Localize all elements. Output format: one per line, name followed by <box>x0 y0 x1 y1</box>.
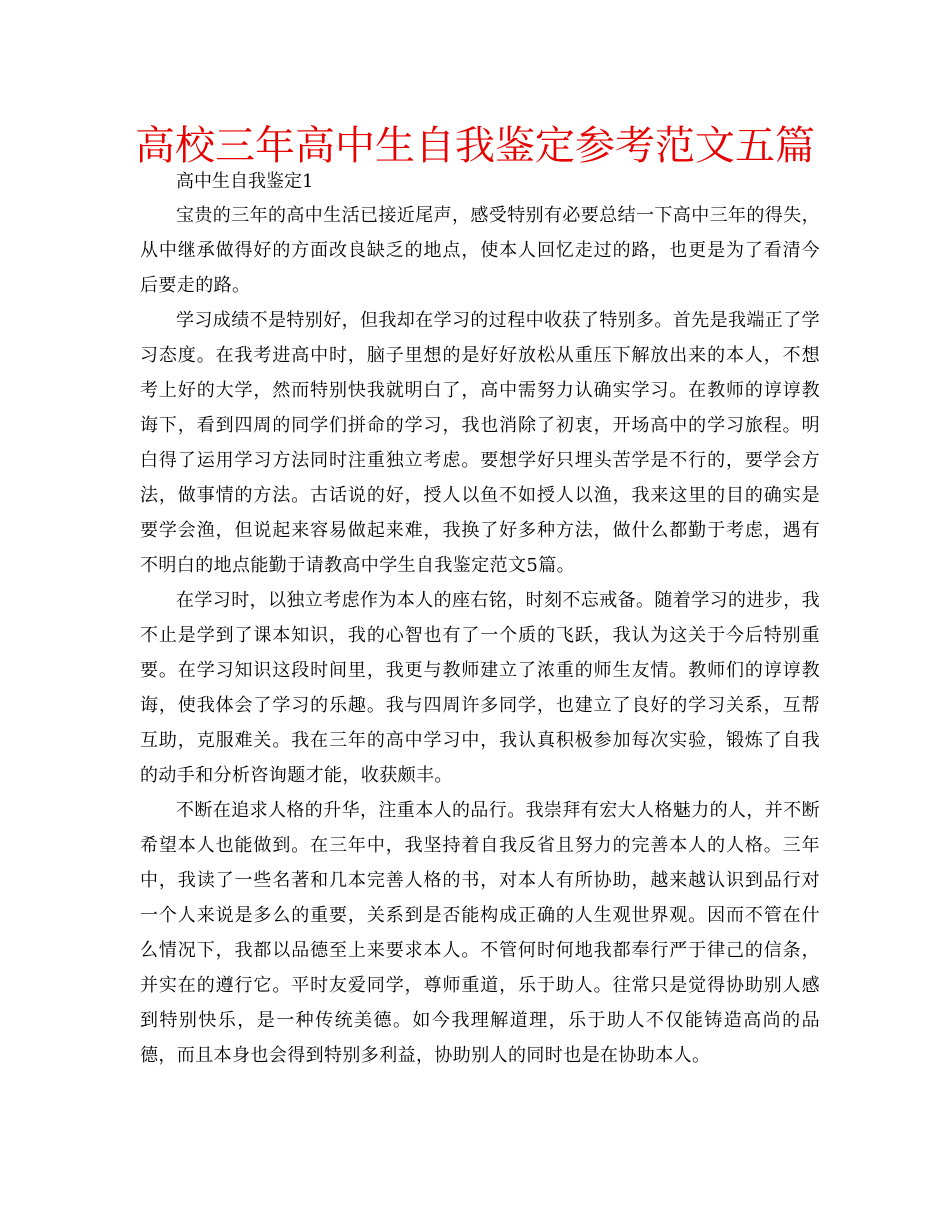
paragraph-3: 在学习时，以独立考虑作为本人的座右铭，时刻不忘戒备。随着学习的进步，我不止是学到了课本知识，我的心智也有了一个质的飞跃，我认为这关于今后特别重要。在学习知识这段时间里，我更与教师建立了浓重的师生友情。教师们的谆谆教诲，使我体会了学习的乐趣。我与四周许多同学，也建立了良好的学习关系，互帮互助，克服难关。我在三年的高中学习中，我认真积极参加每次实验，锻炼了自我的动手和分析咨询题才能，收获颇丰。 <box>140 590 820 786</box>
section-heading: 高中生自我鉴定1 <box>176 171 314 192</box>
document-body <box>140 170 820 1073</box>
paragraph-2: 学习成绩不是特别好，但我却在学习的过程中收获了特别多。首先是我端正了学习态度。在我考进高中时，脑子里想的是好好放松从重压下解放出来的本人，不想考上好的大学，然而特别快我就明白了，高中需努力认确实学习。在教师的谆谆教诲下，看到四周的同学们拼命的学习，我也消除了初衷，开场高中的学习旅程。明白得了运用学习方法同时注重独立考虑。要想学好只埋头苦学是不行的，要学会方法，做事情的方法。古话说的好，授人以鱼不如授人以渔，我来这里的目的确实是要学会渔，但说起来容易做起来难，我换了好多种方法，做什么都勤于考虑，遇有不明白的地点能勤于请教高中学生自我鉴定范文5篇。 <box>140 310 820 576</box>
paragraph-4: 不断在追求人格的升华，注重本人的品行。我崇拜有宏大人格魅力的人，并不断希望本人也能做到。在三年中，我坚持着自我反省且努力的完善本人的人格。三年中，我读了一些名著和几本完善人格的书，对本人有所协助，越来越认识到品行对一个人来说是多么的重要，关系到是否能构成正确的人生观世界观。因而不管在什么情况下，我都以品德至上来要求本人。不管何时何地我都奉行严于律己的信条，并实在的遵行它。平时友爱同学，尊师重道，乐于助人。往常只是觉得协助别人感到特别快乐，是一种传统美德。如今我理解道理，乐于助人不仅能铸造高尚的品德，而且本身也会得到特别多利益，协助别人的同时也是在协助本人。 <box>140 800 820 1066</box>
paragraph-1: 宝贵的三年的高中生活已接近尾声，感受特别有必要总结一下高中三年的得失，从中继承做得好的方面改良缺乏的地点，使本人回忆走过的路，也更是为了看清今后要走的路。 <box>140 205 820 296</box>
document-title: 高校三年高中生自我鉴定参考范文五篇 <box>135 123 815 169</box>
